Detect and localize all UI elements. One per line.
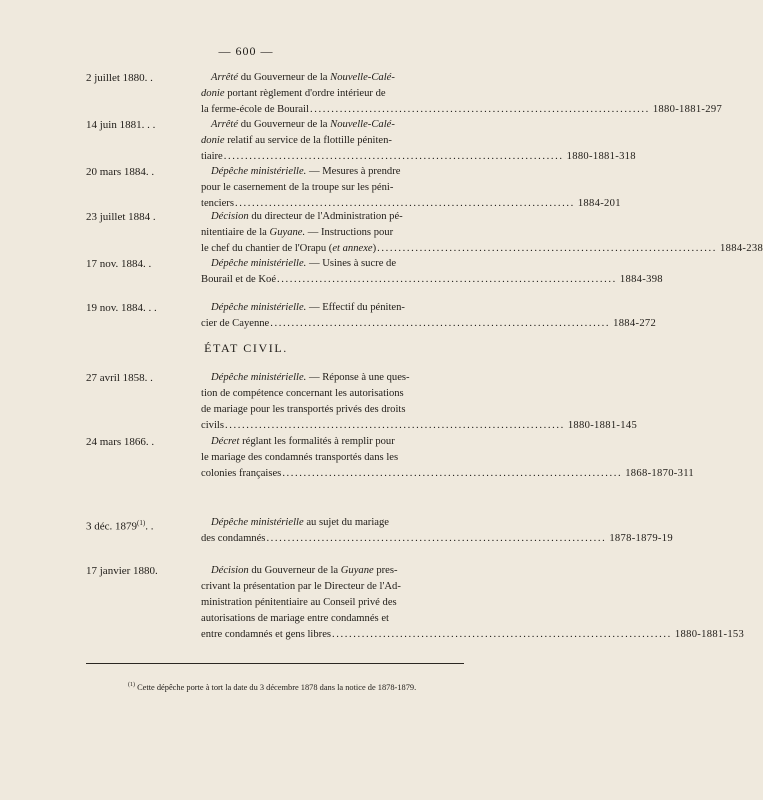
entry-reference: 1880-1881-318 (566, 151, 636, 162)
entry (86, 209, 763, 257)
doc-type: Dépêche ministérielle. (211, 166, 307, 177)
entry-body: Décision du Gouverneur de la Guyane pres- crivant la présentation par le Directeur de l'Ad- ministration pénitentiaire au Conseil privé des autorisations de mariage entre condamnés et entre condamnés et gens libres ................................................................................ 1880-1881-153 (201, 563, 473, 643)
entry-date: 17 janvier 1880. (86, 565, 158, 577)
entry (86, 300, 657, 332)
entry-date: 14 juin 1881. . . (86, 119, 156, 131)
doc-type: Décision (211, 211, 249, 222)
footnote-text: Cette dépêche porte à tort la date du 3 décembre 1878 dans la notice de 1878-1879. (137, 682, 417, 692)
entry-body: Dépêche ministérielle. — Réponse à une ques- tion de compétence concernant les autorisations de mariage pour les transportés privés des droits civils ................................................................................ 1880-1881-145 (201, 370, 473, 434)
entry-reference: 1884-238 (720, 243, 763, 254)
entry-last-line: des condamnés ................................................................................ 1878-1879-19 (201, 531, 473, 547)
leader-dots: ................................................................................ (270, 318, 611, 329)
entry-reference: 1884-201 (577, 198, 621, 209)
entry (86, 256, 663, 288)
footnote-marker: (1) (128, 682, 135, 688)
entry (86, 164, 621, 212)
leader-dots: ................................................................................ (332, 629, 672, 640)
leader-dots: ................................................................................ (223, 151, 564, 162)
entry-reference: 1878-1879-19 (609, 533, 673, 544)
entry-date: 27 avril 1858. . (86, 372, 153, 384)
entry-last-line: la ferme-école de Bourail ................................................................................ 1880-1881-297 (201, 102, 473, 118)
entry (86, 563, 745, 643)
entry (86, 117, 636, 165)
entry-body: Dépêche ministérielle. — Usines à sucre de Bourail et de Koé ................................................................................ 1884-398 (201, 256, 473, 288)
doc-type: Dépêche ministérielle. (211, 372, 307, 383)
doc-type: Arrêté (211, 72, 239, 83)
entry-last-line: Bourail et de Koé ................................................................................ 1884-398 (201, 272, 473, 288)
entry-reference: 1880-1881-297 (652, 104, 723, 115)
entry-date: 2 juillet 1880. . (86, 72, 153, 84)
doc-type: Dépêche ministérielle. (211, 302, 307, 313)
entry-body: Dépêche ministérielle. — Mesures à prendre pour le casernement de la troupe sur les péni- tenciers ................................................................................ 1884-201 (201, 164, 473, 212)
entry-body: Dépêche ministérielle au sujet du mariage des condamnés ................................................................................ 1878-1879-19 (201, 515, 473, 547)
entry-body: Décret réglant les formalités à remplir pour le mariage des condamnés transportés dans les colonies françaises ................................................................................ 1868-1870-311 (201, 434, 473, 482)
doc-type: Dépêche ministérielle (211, 517, 304, 528)
doc-type: Décision (211, 565, 249, 576)
entry-last-line: civils ................................................................................ 1880-1881-145 (201, 418, 473, 434)
doc-type: Dépêche ministérielle. (211, 258, 307, 269)
leader-dots: ................................................................................ (282, 468, 623, 479)
doc-type: Arrêté (211, 119, 239, 130)
entry-date: 3 déc. 1879$^{(1)}$. . (86, 519, 154, 533)
leader-dots: ................................................................................ (309, 104, 650, 115)
footnote (128, 680, 478, 693)
leader-dots: ................................................................................ (277, 274, 617, 285)
entry-last-line: tenciers ................................................................................ 1884-201 (201, 196, 473, 212)
entry (86, 515, 673, 547)
entry-last-line: colonies françaises ................................................................................ 1868-1870-311 (201, 466, 473, 482)
entry-last-line: le chef du chantier de l'Orapu (et annexe) ................................................................................ 1884-238 (201, 241, 473, 257)
footnote-rule (86, 663, 464, 664)
entry-body: Dépêche ministérielle. — Effectif du péniten- cier de Cayenne ................................................................................ 1884-272 (201, 300, 473, 332)
entry-date: 20 mars 1884. . (86, 166, 155, 178)
entry (86, 370, 638, 434)
page-number: — 600 — (218, 44, 274, 58)
entry-date: 24 mars 1866. . (86, 436, 155, 448)
entry-body: Arrêté du Gouverneur de la Nouvelle-Calé- donie relatif au service de la flottille péniten- tiaire ................................................................................ 1880-1881-318 (201, 117, 473, 165)
footnote-marker: (1) (137, 519, 146, 527)
leader-dots: ................................................................................ (234, 198, 575, 209)
entry (86, 434, 695, 482)
entry-last-line: tiaire ................................................................................ 1880-1881-318 (201, 149, 473, 165)
entry-reference: 1868-1870-311 (625, 468, 695, 479)
entry (86, 70, 723, 118)
section-title: ÉTAT CIVIL. (204, 341, 288, 355)
doc-type: Décret (211, 436, 240, 447)
entry-date: 23 juillet 1884 . (86, 211, 156, 223)
leader-dots: ................................................................................ (266, 533, 607, 544)
entry-reference: 1884-272 (613, 318, 657, 329)
leader-dots: ................................................................................ (377, 243, 718, 254)
entry-reference: 1880-1881-145 (567, 420, 638, 431)
entry-body: Arrêté du Gouverneur de la Nouvelle-Calé- donie portant règlement d'ordre intérieur de la ferme-école de Bourail ................................................................................ 1880-1881-297 (201, 70, 473, 118)
leader-dots: ................................................................................ (224, 420, 565, 431)
entry-last-line: cier de Cayenne ................................................................................ 1884-272 (201, 316, 473, 332)
entry-reference: 1880-1881-153 (674, 629, 745, 640)
entry-last-line: entre condamnés et gens libres ................................................................................ 1880-1881-153 (201, 627, 473, 643)
entry-date: 19 nov. 1884. . . (86, 302, 157, 314)
entry-body: Décision du directeur de l'Administration pé- nitentiaire de la Guyane. — Instructions pour le chef du chantier de l'Orapu (et annexe) ................................................................................ 1884-238 (201, 209, 473, 257)
entry-date: 17 nov. 1884. . (86, 258, 152, 270)
entry-reference: 1884-398 (619, 274, 663, 285)
